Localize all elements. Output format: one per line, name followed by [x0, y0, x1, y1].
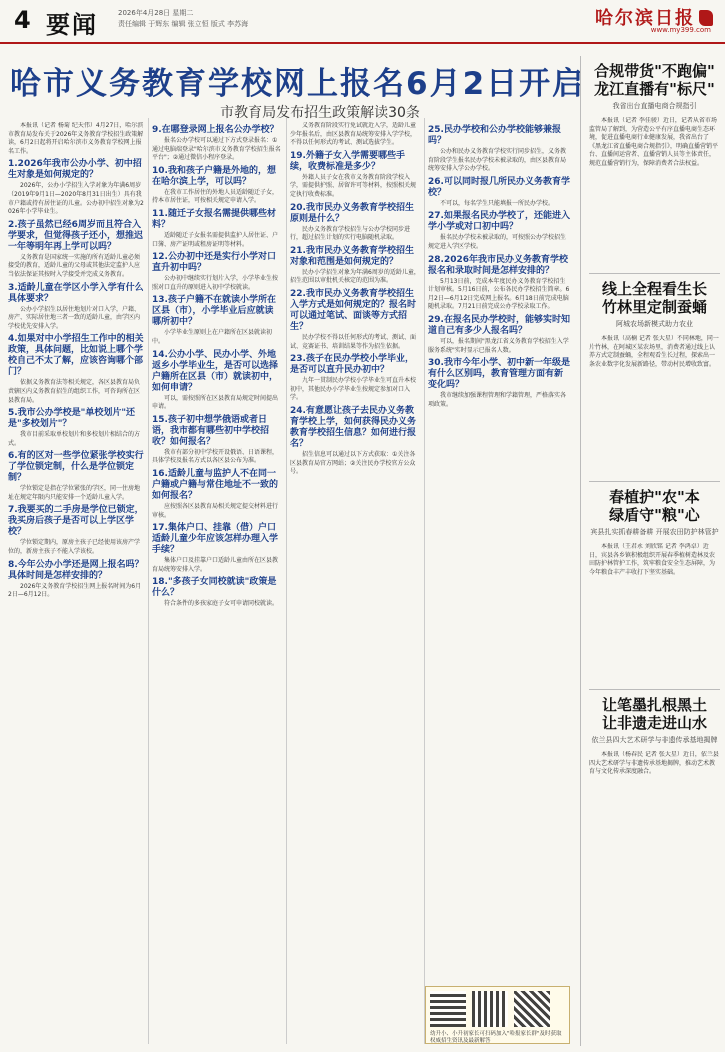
column-divider [424, 118, 425, 1044]
qa-answer: 2026年义务教育学校招生网上报名时间为6月2日—6月12日。 [8, 582, 142, 599]
qa-question: 23.孩子在民办学校小学毕业，是否可以直升民办初中？ [290, 354, 414, 376]
qa-question: 7.我要买的二手房是学位已锁定，我买房后孩子是否可以上学区学校？ [8, 505, 144, 538]
qa-answer: 我市继续加强课程管理和学籍管理，严格落实各项政策。 [428, 392, 567, 408]
story-divider [589, 481, 720, 482]
qa-question: 10.我和孩子户籍是外地的，想在哈尔滨上学，可以吗？ [152, 165, 276, 187]
article-column-1 [8, 122, 144, 1044]
main-subhead: 市教育局发布招生政策解读30条 [220, 105, 420, 121]
qa-answer: 公办和民办义务教育学校实行同步招生，义务教育阶段学生报名民办学校未被录取的，由区县教育局统筹安排入学公办学校。 [428, 148, 567, 173]
qa-answer: 民办学校不得以任何形式的考试、测试、面试、竞赛证书、培训结果等作为招生依据。 [290, 333, 417, 350]
story-subtitle: 阿城农场新模式助力农业 [616, 320, 693, 328]
story-title: 让笔墨扎根黑土 让非遗走进山水 [601, 696, 707, 732]
qa-question: 29.在报名民办学校时，能够实时知道自己有多少人报名吗？ [428, 314, 570, 336]
qa-question: 6.有的区对一些学位紧张学校实行了学位锁定制，什么是学位锁定制？ [8, 451, 144, 484]
qa-question: 30.我市今年小学、初中新一年级是有什么区别吗，教育管理方面有新变化吗？ [428, 358, 570, 391]
story-title: 合规带货"不跑偏" 龙江直播有"标尺" [594, 62, 715, 98]
story-body: 本报讯（王君永 刘欣铭 记者 李鸿卓）近日，宾县各乡镇积极组织开展春季植树造林及农田防护林管护工作，筑牢粮食安全生态屏障，为今年粮食丰产丰收打下坚实基础。 [589, 543, 716, 576]
story-body-wrap [589, 543, 720, 683]
qa-answer: 外籍人员子女在我市义务教育阶段学校入学，需提供护照、居留许可等材料，按照相关规定执行收费标准。 [290, 173, 417, 198]
right-news-column [580, 56, 720, 1046]
qa-question: 8.今年公办小学还是网上报名吗？具体时间是怎样安排的？ [8, 559, 144, 581]
qa-answer: 不可以，每名学生只能填报一所民办学校。 [440, 199, 555, 207]
qa-question: 26.可以同时报几所民办义务教育学校？ [428, 176, 570, 198]
issue-date: 2026年4月28日 星期二 [118, 9, 194, 17]
story-body-wrap [589, 117, 720, 267]
story-body-wrap [589, 335, 720, 475]
qa-question: 27.如果报名民办学校了，还能进入学小学或对口初中吗？ [428, 211, 570, 233]
section-title: 要闻 [46, 11, 98, 39]
qa-answer: 集体户口及挂靠户口适龄儿童由所在区县教育局统筹安排入学。 [152, 557, 279, 573]
qa-answer: 我市有部分初中学校开设俄语、日语课程，具体学校及报名方式以各区县公布为准。 [152, 448, 279, 465]
qa-answer: 适龄随迁子女报名需提供监护人居住证、户口簿、房产证明或租房证明等材料。 [152, 231, 279, 248]
qa-question: 28.2026年我市民办义务教育学校报名和录取时间是怎样安排的？ [428, 254, 568, 276]
qa-answer: 学位锁定是指在学位紧张的学区，同一住房地址在规定年限内只能安排一个适龄儿童入学。 [8, 485, 141, 501]
qa-answer: 报名公办学校可以通过下方式登录报名：①通过电脑端登录"哈尔滨市义务教育学校招生报名平台"；②通过微信小程序登录。 [152, 137, 281, 162]
article-lead: 本报讯（记者 杨菊 纪天伟）4月27日，哈尔滨市教育局发布关于2026年义务教育学校招生政策解读，6月2日起将开启哈尔滨市义务教育学校网上报名工作。 [8, 122, 144, 155]
qa-question: 14.公办小学、民办小学、外地返乡小学毕业生，是否可以选择户籍所在区县（市）就读初中，如何申请？ [152, 349, 279, 393]
qa-answer: 公办小学招生以居住地划片对口入学，户籍、房产、实际居住地三者一致的适龄儿童，由学区内学校优先安排入学。 [8, 305, 141, 330]
qa-answer: 应按照各区县教育局相关规定提交材料进行审核。 [152, 502, 279, 519]
article-column-3 [290, 122, 420, 1044]
qa-answer: 在我市工作居住的外地人员适龄随迁子女，持本市居住证，可按相关规定申请入学。 [152, 188, 279, 205]
qa-question: 20.我市民办义务教育学校招生原则是什么？ [290, 202, 414, 224]
story-subtitle: 宾县扎实抓春耕备耕 开展农田防护林管护 [590, 528, 719, 536]
qa-answer: 报名民办学校未被录取的，可按照公办学校招生规定进入学区学校。 [428, 234, 567, 250]
qa-question: 22.我市民办义务教育学校招生入学方式是如何规定的？报名时可以通过笔试、面谈等方式招生？ [290, 288, 417, 332]
story-title: 春植护"农"本 绿盾守"粮"心 [609, 488, 700, 524]
qa-question: 4.如果对中小学招生工作中的相关政策，具体问题，比如说上哪个学校自己不太了解，应该咨询哪个部门？ [8, 334, 144, 378]
column-divider [148, 118, 149, 1044]
story-subtitle: 我省出台直播电商合规指引 [612, 102, 697, 110]
qr-caption: 幼升小、小升初家长可扫码加入"哈报家长群"及时获取权威招生资讯及最新解答 [430, 1031, 562, 1044]
story-body: 本报讯（高楠 记者 张大星）不同林地，同一片竹林，在阿城区某农场里，消费者通过线上认养方式定制蚕蛹，全程观看生长过程，探索出一条农业数字化发展新路径，带动村民增收致富。 [589, 335, 719, 368]
story-subtitle: 依兰县四大艺术研学与非遗传承基地揭牌 [591, 736, 718, 744]
qa-question: 17.集体户口、挂靠（借）户口适龄儿童少年应该怎样办理入学手续？ [152, 523, 279, 556]
site-url: www.my399.com [650, 26, 711, 34]
qa-answer: 义务教育是国家统一实施的所有适龄儿童必须接受的教育，适龄儿童的父母或其他法定监护人应当依法保证其按时入学接受并完成义务教育。 [8, 253, 141, 278]
qa-answer: 公办初中继续实行划片入学，小学毕业生按照对口直升的原则进入初中学校就读。 [152, 275, 279, 291]
qr-code-icon [472, 991, 508, 1027]
story-divider [589, 273, 720, 274]
qa-answer: 依据义务教育法等相关规定，各区县教育局负责辖区内义务教育招生的组织工作，可咨询所在区县教育局。 [8, 379, 141, 404]
qa-answer: 民办义务教育学校招生与公办学校同步进行，超过招生计划的实行电脑随机录取。 [290, 225, 411, 242]
qa-question: 16.适龄儿童与监护人不在同一户籍或户籍与常住地址不一致的如何报名？ [152, 468, 279, 501]
page-number: 4 [14, 6, 31, 34]
qa-answer: 义务教育阶段实行免试就近入学，适龄儿童少年报名后，由区县教育局统筹安排入学学校，不得以任何形式的考试、测试选拔学生。 [290, 122, 417, 147]
qa-question: 19.外籍子女入学需要哪些手续，收费标准是多少？ [290, 150, 405, 172]
qa-answer: 小学毕业生原则上在户籍所在区县就读初中。 [152, 329, 273, 345]
qa-answer: 可以，报名期间"黑龙江省义务教育学校招生入学服务系统"实时显示已报名人数。 [428, 337, 569, 354]
qa-question: 9.在哪登录网上报名公办学校？ [152, 125, 279, 135]
qa-question: 12.公办初中还是实行小学对口直升初中吗？ [152, 252, 276, 274]
qa-answer: 民办小学招生对象为年满6周岁的适龄儿童，招生范围以审批机关核定的范围为准。 [290, 268, 420, 285]
story-divider [589, 689, 720, 690]
qa-question: 5.我市公办学校是"单校划片"还是"多校划片"？ [8, 408, 136, 430]
story-body: 本报讯（记者 李佳骏）近日，记者从省市场监管局了解到，为营造公平有序直播电商生态环境，促进直播电商行业健康发展，我省出台了《黑龙江省直播电商合规指引》，明确直播营销平台、直播间运营者、直播营销人员等主体责任，规范直播营销行为，保障消费者合法权益。 [589, 117, 719, 167]
article-column-2 [152, 122, 282, 1044]
issue-meta [118, 8, 248, 30]
brand-icon [699, 10, 713, 26]
qa-question: 18."多孩子女同校就读"政策是什么？ [152, 577, 277, 599]
story-body: 本报讯（杨春民 记者 张大星）近日，依兰县四大艺术研学与非遗传承基地揭牌，推动艺术教育与文化传承深度融合。 [589, 751, 719, 776]
qa-question: 3.适龄儿童在学区小学入学有什么具体要求？ [8, 282, 144, 304]
qa-answer: 符合条件的多孩家庭子女可申请同校就读。 [164, 600, 279, 608]
story-title: 线上全程看生长 竹林里定制蚕蛹 [601, 280, 707, 316]
brand-name: 哈尔滨日报 [595, 8, 695, 29]
qa-answer: 可以，需按照所在区县教育局规定时间提出申请。 [152, 394, 279, 411]
qa-question: 21.我市民办义务教育学校招生对象和范围是如何规定的？ [290, 245, 414, 267]
qa-answer: 2026年，公办小学招生入学对象为年满6周岁（2019年9月1日—2020年8月31日出生）具有我市户籍或持有居住证的儿童。公办初中招生对象为2026年小学毕业生。 [8, 182, 144, 216]
qa-question: 24.有意愿让孩子去民办义务教育学校上学，如何获得民办义务教育学校招生信息？如何进行报名？ [290, 405, 417, 449]
qr-code-box[interactable] [425, 986, 570, 1044]
article-column-4 [428, 122, 570, 982]
qa-question: 1.2026年我市公办小学、初中招生对象是如何规定的？ [8, 159, 142, 181]
page-header [0, 0, 725, 44]
editor-credits: 责任编辑 于辉东 编辑 张立恒 版式 李苏海 [118, 20, 249, 28]
column-divider [286, 118, 287, 1044]
qa-answer: 九年一贯制民办学校小学毕业生可直升本校初中，其他民办小学毕业生按规定参加对口入学。 [290, 377, 417, 402]
qa-question: 25.民办学校和公办学校能够兼报吗？ [428, 125, 561, 146]
main-headline: 哈市义务教育学校网上报名6月2日开启 [10, 66, 586, 102]
qa-answer: 学位锁定期内，原房主孩子已经使用该房产学位的，新房主孩子不能入学该校。 [8, 539, 141, 556]
qa-answer: 5月13日前，完成本年度民办义务教育学校招生计划审核。5月16日前，公布各民办学校招生简章。6月2日—6月12日完成网上报名。6月18日前完成电脑随机录取。7月21日前完成公办学校录取工作。 [428, 277, 570, 311]
qa-question: 15.孩子初中想学俄语或者日语，我市都有哪些初中学校招收？如何报名？ [152, 414, 270, 447]
qa-answer: 招生信息可以通过以下方式获取：①关注各区县教育局官方网站；②关注民办学校官方公众号。 [290, 450, 416, 476]
qa-question: 13.孩子户籍不在就读小学所在区县（市），小学毕业后应就读哪所初中？ [152, 295, 276, 328]
qa-question: 2.孩子虽然已经6周岁而且符合入学要求，但觉得孩子还小，想推迟一年等明年再上学可以吗？ [8, 219, 144, 252]
qa-question: 11.随迁子女报名需提供哪些材料？ [152, 208, 276, 230]
story-body-wrap [589, 751, 720, 891]
qr-code-icon [514, 991, 550, 1027]
qr-code-icon [430, 991, 466, 1027]
qa-answer: 我市目前采取单校划片和多校划片相结合的方式。 [8, 431, 141, 447]
